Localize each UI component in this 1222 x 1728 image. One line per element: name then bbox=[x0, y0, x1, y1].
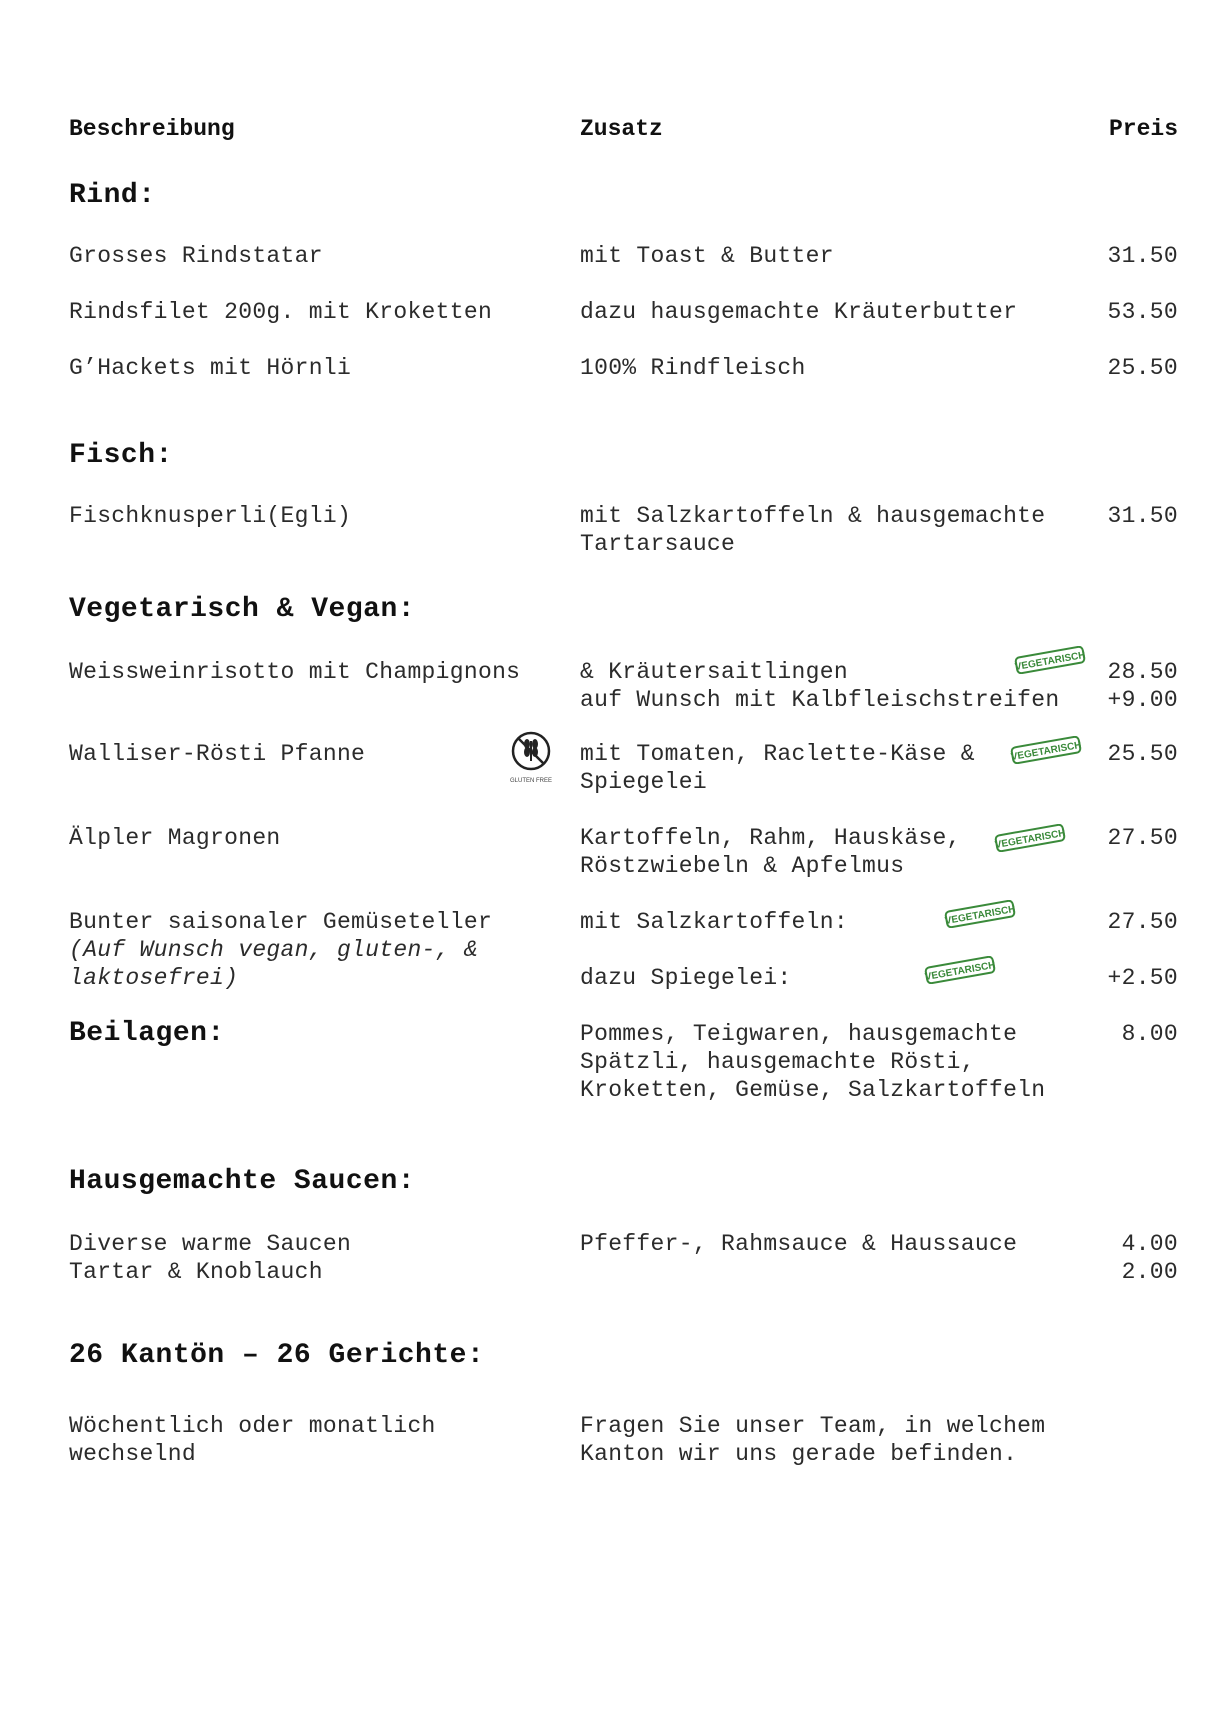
vegetarian-stamp-icon bbox=[1012, 646, 1088, 674]
column-header-price: Preis bbox=[1108, 116, 1178, 142]
dish-name: Diverse warme Saucen bbox=[69, 1231, 352, 1257]
dish-extra: Pfeffer-, Rahmsauce & Haussauce bbox=[580, 1231, 1018, 1257]
svg-text:VEGETARISCH: VEGETARISCH bbox=[924, 959, 997, 984]
dish-extra: dazu Spiegelei: bbox=[580, 965, 792, 991]
dish-name: G’Hackets mit Hörnli bbox=[69, 355, 352, 381]
svg-text:GLUTEN FREE: GLUTEN FREE bbox=[509, 778, 553, 784]
dish-extra: mit Toast & Butter bbox=[580, 243, 834, 269]
vegetarian-stamp-icon bbox=[942, 900, 1018, 928]
dish-extra: auf Wunsch mit Kalbfleischstreifen bbox=[580, 687, 1060, 713]
section-title-kantoen: 26 Kantön – 26 Gerichte: bbox=[69, 1340, 485, 1371]
dish-name: Weissweinrisotto mit Champignons bbox=[69, 659, 521, 685]
column-header-extra: Zusatz bbox=[580, 116, 663, 142]
dish-extra: & Kräutersaitlingen bbox=[580, 659, 848, 685]
section-title-rind: Rind: bbox=[69, 180, 156, 211]
dish-price: 31.50 bbox=[1107, 503, 1178, 529]
dish-name: Fischknusperli(Egli) bbox=[69, 503, 352, 529]
dish-price-addon: +9.00 bbox=[1107, 687, 1178, 713]
dish-extra: dazu hausgemachte Kräuterbutter bbox=[580, 299, 1018, 325]
dish-price: 28.50 bbox=[1107, 659, 1178, 685]
dish-note: laktosefrei) bbox=[69, 965, 239, 991]
dish-price: 53.50 bbox=[1107, 299, 1178, 325]
vegetarian-stamp-icon bbox=[1008, 736, 1084, 764]
dish-note: (Auf Wunsch vegan, gluten-, & bbox=[69, 937, 478, 963]
section-title-vegetarian: Vegetarisch & Vegan: bbox=[69, 594, 416, 625]
dish-price: 25.50 bbox=[1107, 741, 1178, 767]
dish-price: 25.50 bbox=[1107, 355, 1178, 381]
section-title-saucen: Hausgemachte Saucen: bbox=[69, 1166, 416, 1197]
dish-extra: Pommes, Teigwaren, hausgemachte bbox=[580, 1021, 1018, 1047]
dish-name: Wöchentlich oder monatlich bbox=[69, 1413, 436, 1439]
dish-extra: Kroketten, Gemüse, Salzkartoffeln bbox=[580, 1077, 1046, 1103]
vegetarian-stamp-icon bbox=[992, 824, 1068, 852]
svg-text:VEGETARISCH: VEGETARISCH bbox=[1014, 649, 1087, 674]
dish-extra: Fragen Sie unser Team, in welchem bbox=[580, 1413, 1046, 1439]
dish-name: Walliser-Rösti Pfanne bbox=[69, 741, 366, 767]
dish-extra: mit Tomaten, Raclette-Käse & bbox=[580, 741, 975, 767]
dish-name: Tartar & Knoblauch bbox=[69, 1259, 323, 1285]
gluten-free-icon bbox=[506, 730, 556, 786]
dish-extra: mit Salzkartoffeln & hausgemachte bbox=[580, 503, 1046, 529]
dish-extra: Spätzli, hausgemachte Rösti, bbox=[580, 1049, 975, 1075]
dish-extra: Röstzwiebeln & Apfelmus bbox=[580, 853, 905, 879]
svg-text:VEGETARISCH: VEGETARISCH bbox=[1010, 739, 1083, 764]
dish-price: 8.00 bbox=[1121, 1021, 1178, 1047]
dish-price: 27.50 bbox=[1107, 909, 1178, 935]
dish-price: 4.00 bbox=[1121, 1231, 1178, 1257]
dish-price: 27.50 bbox=[1107, 825, 1178, 851]
dish-name: Bunter saisonaler Gemüseteller bbox=[69, 909, 493, 935]
column-header-description: Beschreibung bbox=[69, 116, 235, 142]
dish-name: Rindsfilet 200g. mit Kroketten bbox=[69, 299, 493, 325]
dish-name: wechselnd bbox=[69, 1441, 196, 1467]
svg-text:VEGETARISCH: VEGETARISCH bbox=[994, 827, 1067, 852]
dish-name: Grosses Rindstatar bbox=[69, 243, 323, 269]
dish-extra: 100% Rindfleisch bbox=[580, 355, 806, 381]
dish-name: Älpler Magronen bbox=[69, 825, 281, 851]
section-title-fisch: Fisch: bbox=[69, 440, 173, 471]
dish-extra: Spiegelei bbox=[580, 769, 707, 795]
section-title-beilagen: Beilagen: bbox=[69, 1018, 225, 1049]
dish-price: 31.50 bbox=[1107, 243, 1178, 269]
dish-extra: mit Salzkartoffeln: bbox=[580, 909, 848, 935]
dish-extra: Kanton wir uns gerade befinden. bbox=[580, 1441, 1018, 1467]
dish-extra: Tartarsauce bbox=[580, 531, 736, 557]
svg-text:VEGETARISCH: VEGETARISCH bbox=[944, 903, 1017, 928]
dish-price: 2.00 bbox=[1121, 1259, 1178, 1285]
dish-extra: Kartoffeln, Rahm, Hauskäse, bbox=[580, 825, 961, 851]
dish-price-addon: +2.50 bbox=[1107, 965, 1178, 991]
vegetarian-stamp-icon bbox=[922, 956, 998, 984]
